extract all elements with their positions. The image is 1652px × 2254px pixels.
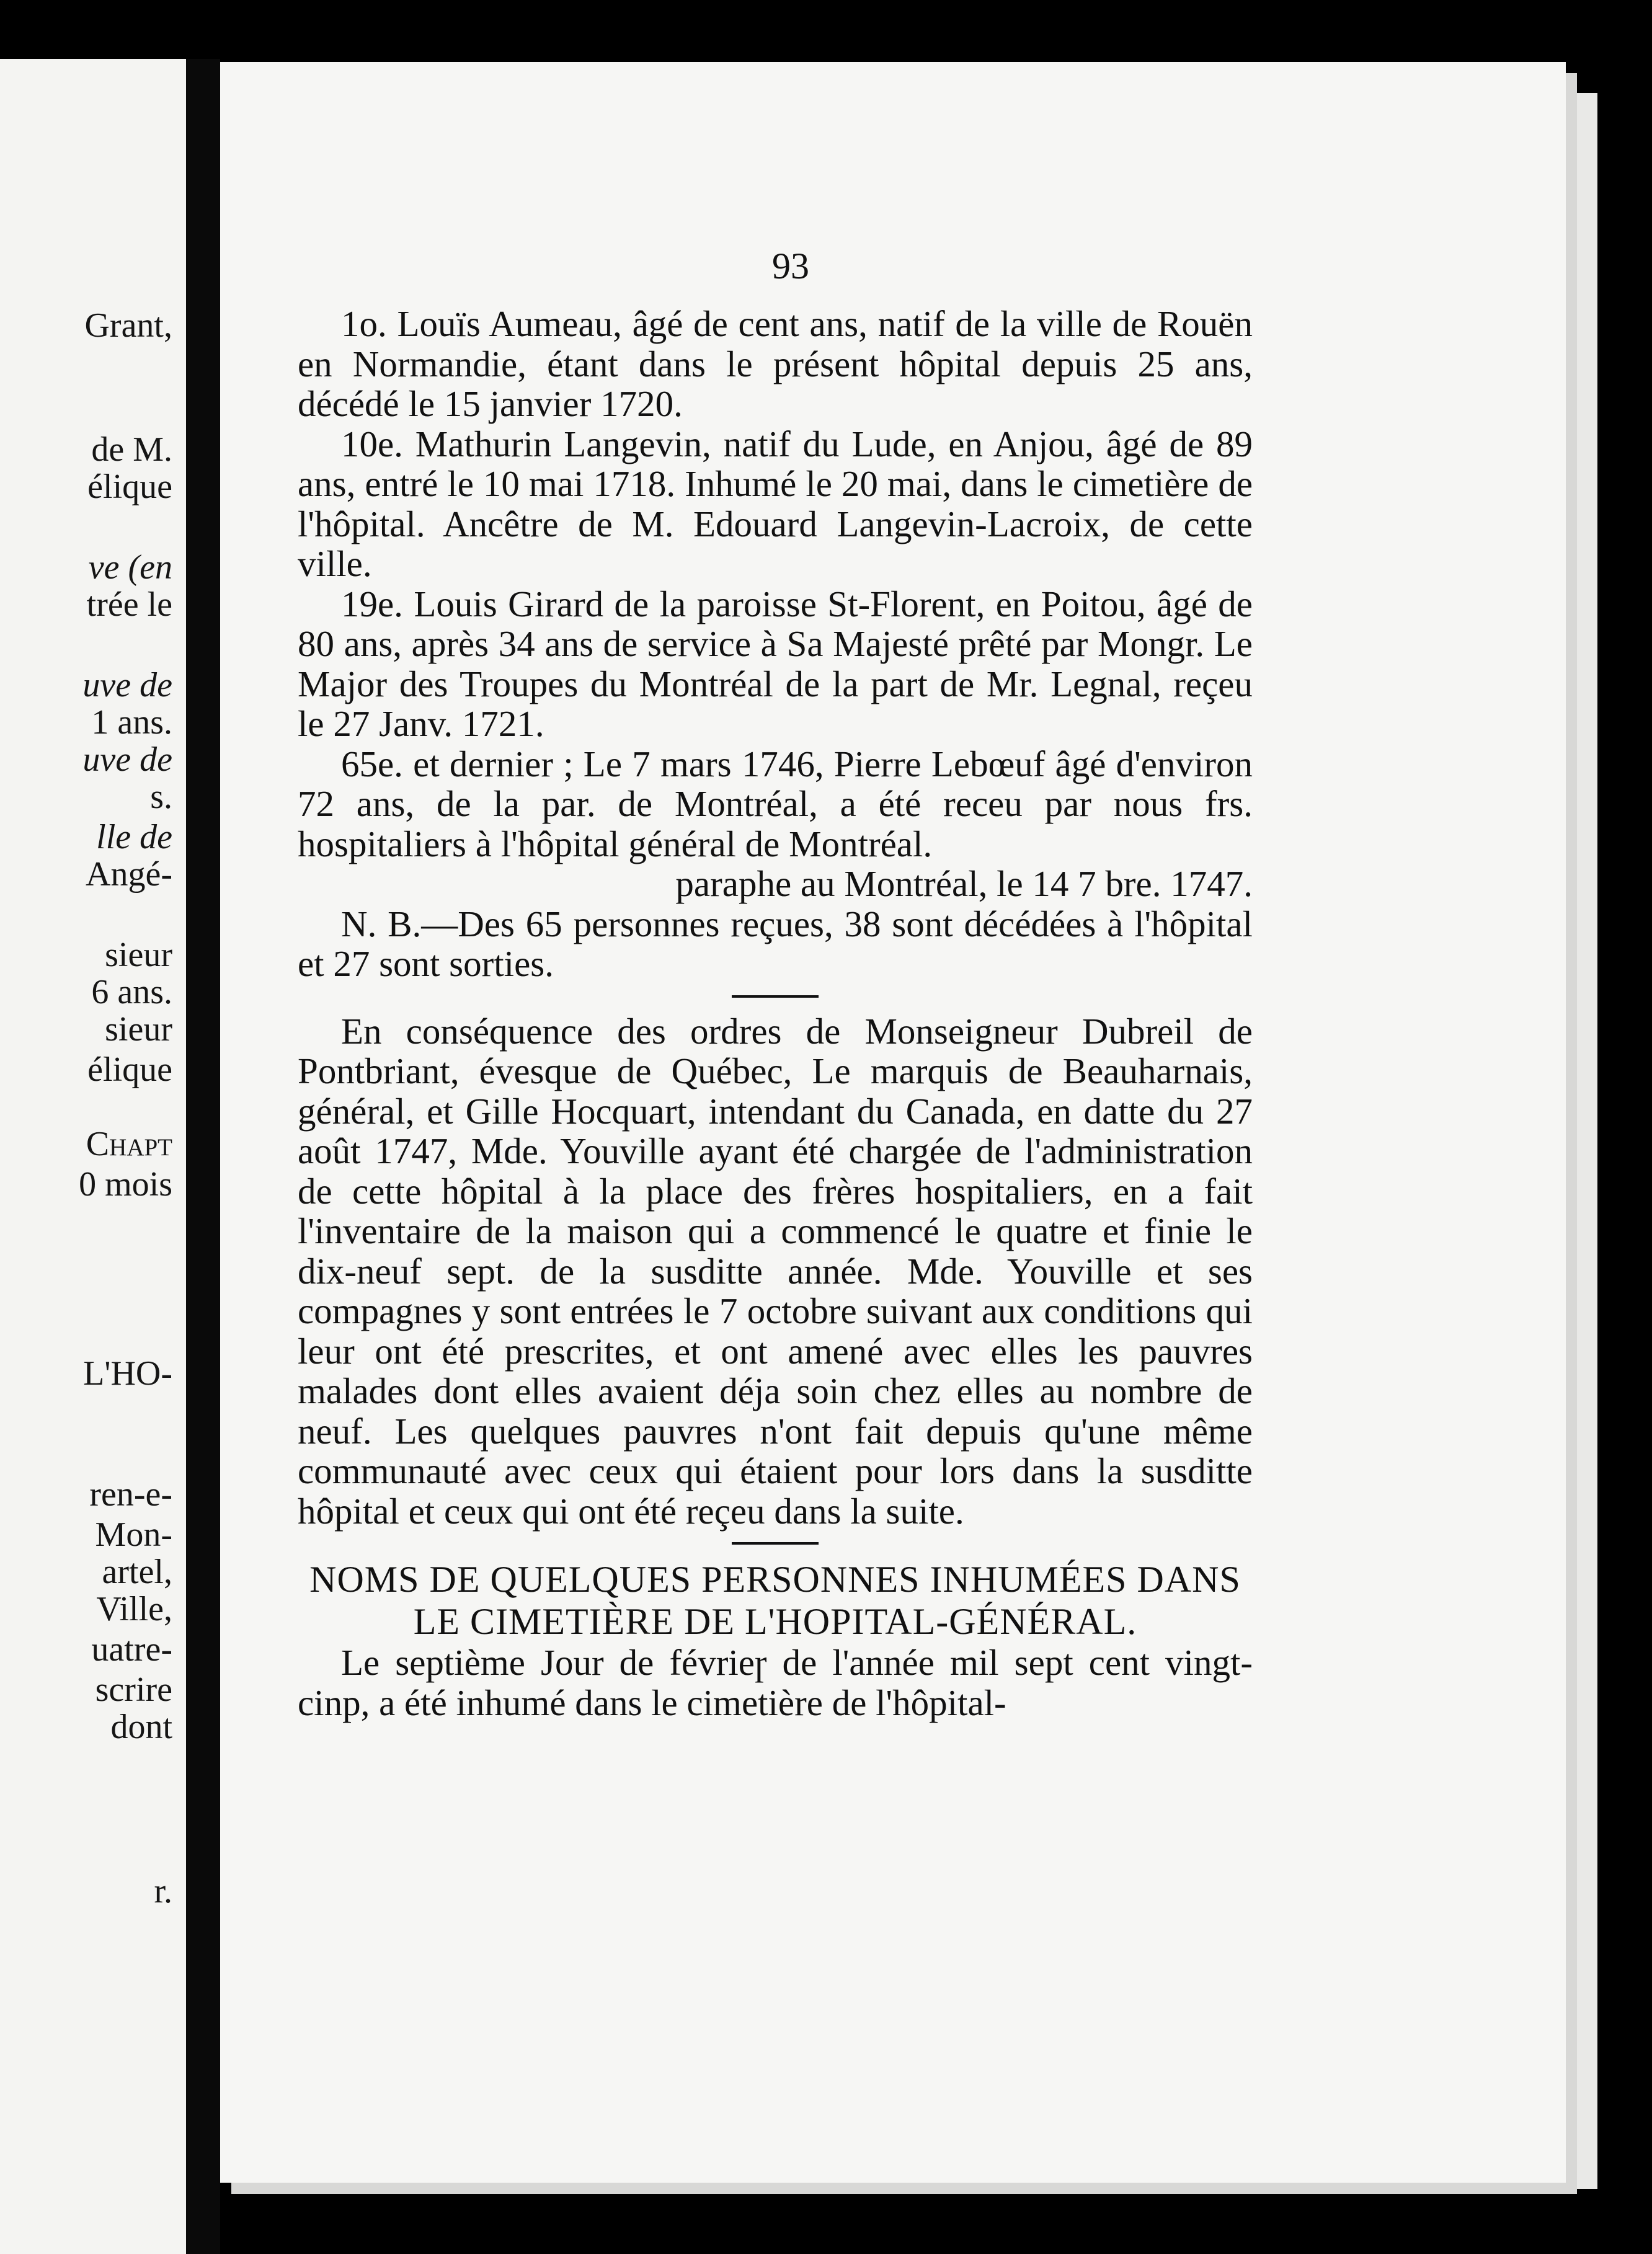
consequence-paragraph: En conséquence des ordres de Monseigneur Dubreil de Pontbriant, évesque de Québec, Le marquis de Beauharnais, général, et Gille Hocquart, intendant du Canada, en datte du 27 août 1747, Mde. Youville ayant été chargée de l'administration de cette hôpital à la place des frères hospitaliers, en a fait l'inventaire de la maison qui a commencé le quatre et finie le dix-neuf sept. de la susditte année. Mde. Youville et ses compagnes y sont entrées le 7 octobre suivant aux conditions qui leur ont été prescrites, et ont amené avec elles les pauvres malades dont elles avaient déja soin chez elles au nombre de neuf. Les quelques pauvres n'ont fait depuis qu'une même communauté avec ceux qui étaient pour lors dans la susditte hôpital et ceux qui ont été reçeu dans la suite. xyxy=(298,1010,1253,1532)
left-fragment: 0 mois xyxy=(79,1165,172,1204)
left-fragment: sieur xyxy=(105,936,172,974)
left-fragment: scrire xyxy=(95,1671,172,1709)
entry-paragraph: 10e. Mathurin Langevin, natif du Lude, en Anjou, âgé de 89 ans, entré le 10 mai 1718. Inhumé le 20 mai, dans le cimetière de l'hôpital. Ancêtre de M. Edouard Langevin-Lacroix, de cette ville. xyxy=(298,423,1253,584)
left-fragment: Mon- xyxy=(95,1515,172,1554)
section-divider xyxy=(732,995,819,998)
previous-page-fragment xyxy=(0,59,186,2254)
left-fragment: s. xyxy=(150,778,172,816)
nota-bene: N. B.—Des 65 personnes reçues, 38 sont décédées à l'hôpital et 27 sont sorties. xyxy=(298,903,1253,984)
left-fragment: élique xyxy=(87,468,172,506)
left-fragment: L'HO- xyxy=(83,1354,172,1393)
left-fragment: ve (en xyxy=(88,548,172,587)
paraphe-line: paraphe au Montréal, le 14 7 bre. 1747. xyxy=(675,863,1253,904)
left-fragment: élique xyxy=(87,1050,172,1089)
left-fragment: Chapt xyxy=(86,1125,172,1163)
left-fragment: trée le xyxy=(86,585,172,624)
left-fragment: sieur xyxy=(105,1010,172,1049)
page-text xyxy=(298,304,1253,1723)
section-heading: NOMS DE QUELQUES PERSONNES INHUMÉES DANS LE CIMETIÈRE DE L'HOPITAL-GÉNÉRAL. xyxy=(309,1559,1241,1642)
left-fragment: r. xyxy=(154,1872,172,1910)
left-fragment: lle de xyxy=(96,818,172,856)
left-fragment: de M. xyxy=(91,430,172,469)
left-fragment: uve de xyxy=(82,740,172,779)
left-fragment: dont xyxy=(110,1708,172,1746)
left-fragment: Ville, xyxy=(96,1590,172,1628)
page-number: 93 xyxy=(772,246,809,286)
book-gutter xyxy=(186,59,220,2254)
left-fragment: Angé- xyxy=(86,855,172,894)
left-fragment: 6 ans. xyxy=(91,973,172,1011)
left-fragment: 1 ans. xyxy=(91,703,172,742)
burial-paragraph: Le septième Jour de févrieɼ de l'année mil sept cent vingt-cinp, a été inhumé dans le cimetière de l'hôpital- xyxy=(298,1642,1253,1723)
entry-paragraph: 1o. Louïs Aumeau, âgé de cent ans, natif de la ville de Rouën en Normandie, étant dans le présent hôpital depuis 25 ans, décédé le 15 janvier 1720. xyxy=(298,303,1253,424)
left-fragment: uatre- xyxy=(91,1630,172,1669)
left-fragment: ren-e- xyxy=(89,1475,172,1514)
left-fragment: Grant, xyxy=(84,306,172,345)
section-divider xyxy=(732,1542,819,1545)
entry-paragraph: 19e. Louis Girard de la paroisse St-Florent, en Poitou, âgé de 80 ans, après 34 ans de service à Sa Majesté prêté par Mongr. Le Major des Troupes du Montréal de la part de Mr. Legnal, reçeu le 27 Janv. 1721. xyxy=(298,583,1253,744)
left-fragment: artel, xyxy=(102,1553,172,1591)
left-fragment: uve de xyxy=(82,666,172,704)
entry-paragraph: 65e. et dernier ; Le 7 mars 1746, Pierre Lebœuf âgé d'environ 72 ans, de la par. de Montréal, a été receu par nous frs. hospitaliers à l'hôpital général de Montréal. xyxy=(298,743,1253,864)
